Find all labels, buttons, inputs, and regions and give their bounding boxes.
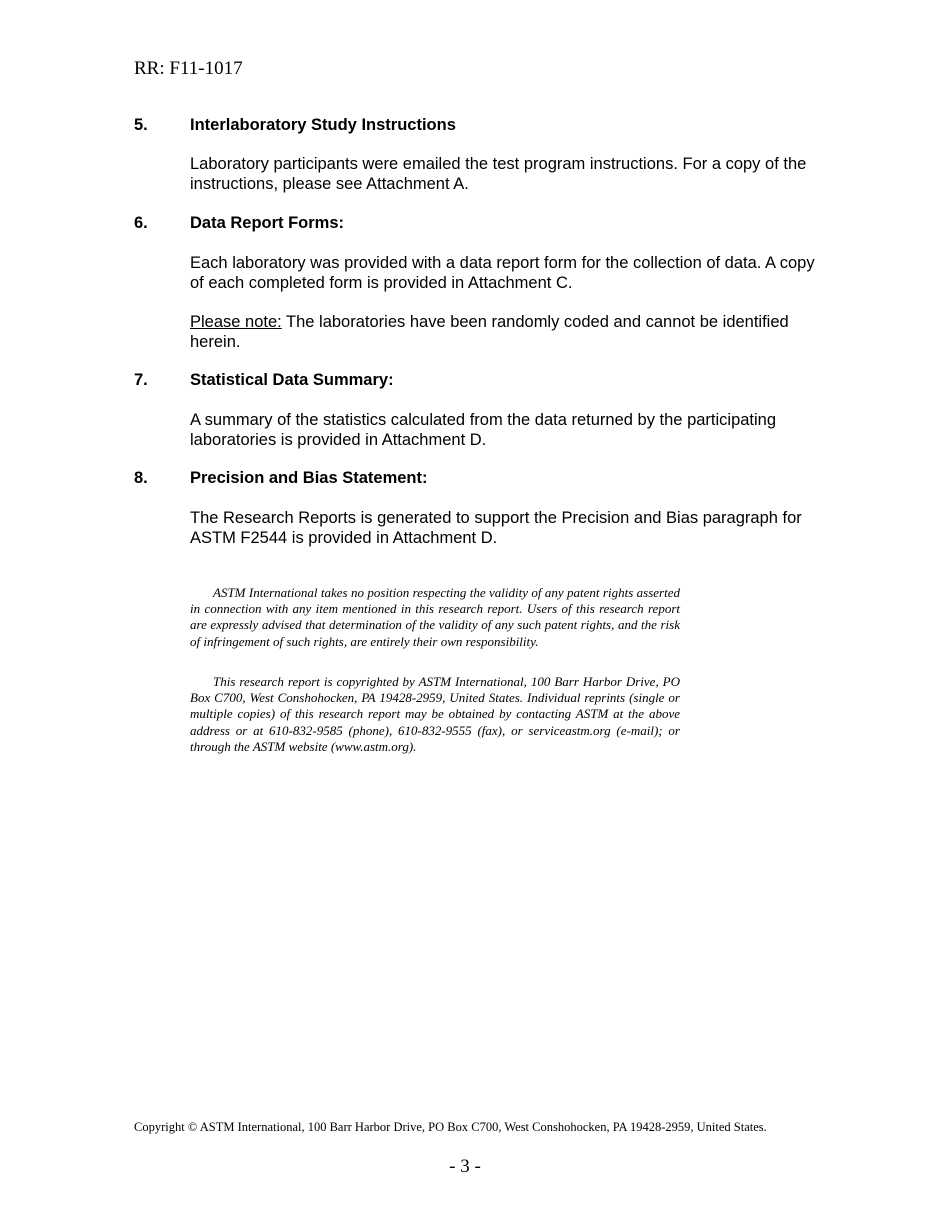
please-note-paragraph [190,312,825,352]
document-id: RR: F11-1017 [134,58,243,79]
patent-disclaimer: ASTM International takes no position respecting the validity of any patent rights asserted in connection with any item mentioned in this research report. Users of this research report are expressly advised that determination of the validity of any such patent rights, and the risk of infringement of such rights, are entirely their own responsibility. [190,585,680,649]
copyright-disclaimer: This research report is copyrighted by ASTM International, 100 Barr Harbor Drive, PO Box C700, West Conshohocken, PA 19428-2959, United States. Individual reprints (single or multiple copies) of this research report may be obtained by contacting ASTM at the above address or at 610-832-9585 (phone), 610-832-9555 (fax), or serviceastm.org (e-mail); or through the ASTM website (www.astm.org). [190,674,680,754]
section-number: 5. [134,116,148,134]
section-number: 6. [134,214,148,232]
section-number: 7. [134,371,148,389]
note-text: The laboratories have been randomly coded and cannot be identified herein. [190,313,789,351]
section-title: Precision and Bias Statement: [190,469,428,487]
footer-copyright: Copyright © ASTM International, 100 Barr Harbor Drive, PO Box C700, West Conshohocken, PA 19428-2959, United States. [134,1120,767,1134]
section-paragraph: The Research Reports is generated to support the Precision and Bias paragraph for ASTM F2544 is provided in Attachment D. [190,509,802,547]
note-label: Please note: [190,313,282,331]
section-paragraph: Laboratory participants were emailed the test program instructions. For a copy of the instructions, please see Attachment A. [190,155,807,193]
section-title: Interlaboratory Study Instructions [190,116,456,134]
section-paragraph: A summary of the statistics calculated from the data returned by the participating laboratories is provided in Attachment D. [190,411,777,449]
page-number: - 3 - [449,1156,481,1177]
section-title: Data Report Forms: [190,214,345,232]
section-title: Statistical Data Summary: [190,371,394,389]
section-number: 8. [134,469,148,487]
section-paragraph: Each laboratory was provided with a data report form for the collection of data. A copy of each completed form is provided in Attachment C. [190,254,815,292]
